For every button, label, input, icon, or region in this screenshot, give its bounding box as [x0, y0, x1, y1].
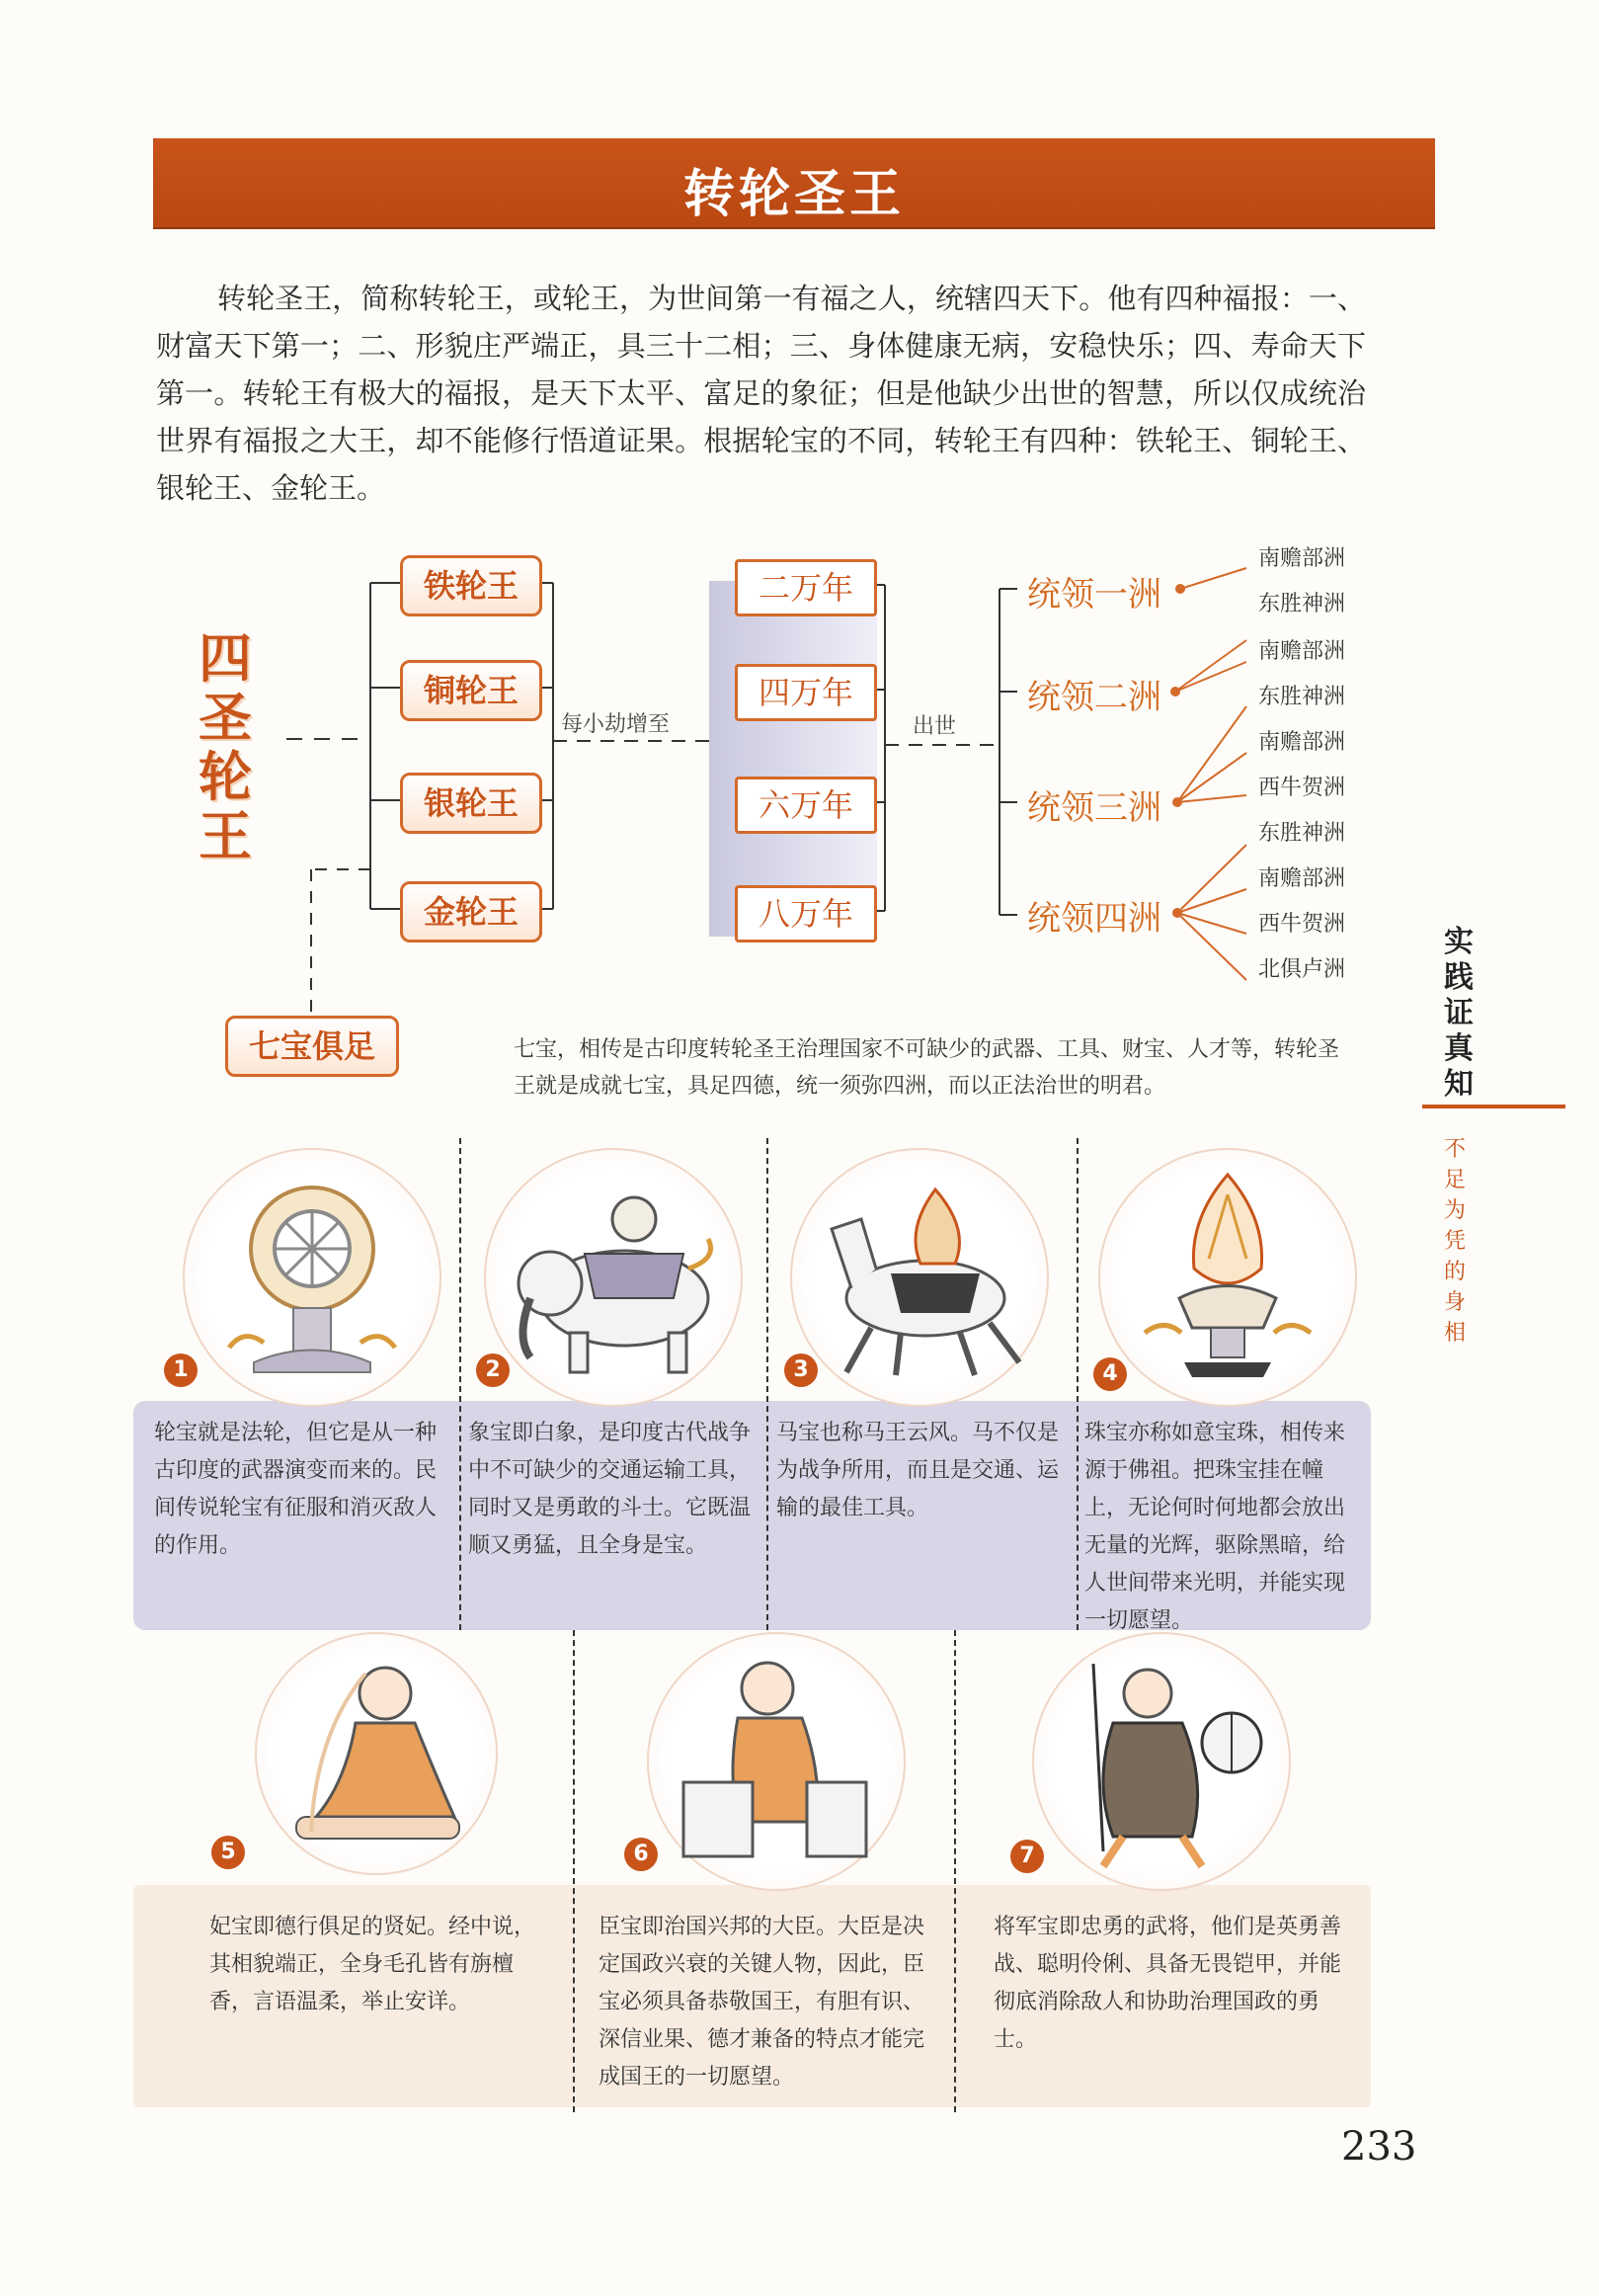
govern-label-3: 统领三洲: [1027, 788, 1161, 828]
side-tab-subtitle: 不足为凭的身相: [1444, 1137, 1467, 1346]
treasure-number: 1: [164, 1353, 198, 1387]
king-box-gold: 金轮王: [400, 881, 542, 943]
king-box-silver: 银轮王: [400, 773, 542, 834]
treasure-description: 象宝即白象，是印度古代战争中不可缺少的交通运输工具，同时又是勇敢的斗士。它既温顺又勇猛，且全身是宝。: [468, 1421, 752, 1558]
continent-label: 南赡部洲: [1258, 546, 1346, 571]
govern-label-2: 统领二洲: [1027, 678, 1161, 717]
elephant-treasure-icon: [484, 1148, 743, 1407]
year-box-3: 六万年: [735, 777, 877, 834]
appear-label: 出世: [913, 714, 957, 739]
year-box-2: 四万年: [735, 664, 877, 721]
continent-label: 东胜神洲: [1258, 592, 1346, 616]
page-title: 转轮圣王: [682, 164, 905, 224]
continent-label: 南赡部洲: [1258, 866, 1346, 891]
separator: [1077, 1138, 1079, 1630]
govern-label-1: 统领一洲: [1027, 575, 1161, 615]
treasure-number: 6: [624, 1838, 658, 1871]
side-tab-divider: [1422, 1105, 1565, 1108]
year-box-4: 八万年: [735, 885, 877, 943]
treasure-number: 4: [1093, 1357, 1127, 1391]
treasure-description: 马宝也称马王云风。马不仅是为战争所用，而且是交通、运输的最佳工具。: [776, 1421, 1060, 1520]
continent-label: 西牛贺洲: [1258, 912, 1346, 937]
side-tab-title: 实践证真知: [1444, 925, 1474, 1102]
general-treasure-icon: [1032, 1632, 1291, 1891]
diagram-root-title: 四圣轮王: [199, 626, 252, 867]
govern-label-4: 统领四洲: [1027, 899, 1161, 939]
treasure-description: 珠宝亦称如意宝珠，相传来源于佛祖。把珠宝挂在幢上，无论何时何地都会放出无量的光辉，驱除黑暗，给人世间带来光明，并能实现一切愿望。: [1084, 1421, 1346, 1633]
minister-treasure-icon: [647, 1632, 906, 1891]
treasure-number: 5: [211, 1836, 245, 1869]
page-number: 233: [1341, 2124, 1417, 2170]
year-box-1: 二万年: [735, 559, 877, 616]
seven-treasures-description: 七宝，相传是古印度转轮圣王治理国家不可缺少的武器、工具、财宝、人才等，转轮圣王就是成就七宝，具足四德，统一须弥四洲，而以正法治世的明君。: [514, 1037, 1340, 1099]
continent-label: 东胜神洲: [1258, 685, 1346, 709]
queen-treasure-icon: [255, 1632, 498, 1875]
year-band: [709, 581, 877, 937]
continent-label: 南赡部洲: [1258, 639, 1346, 664]
treasure-description: 将军宝即忠勇的武将，他们是英勇善战、聪明伶俐、具备无畏铠甲，并能彻底消除敌人和协助治理国政的勇士。: [994, 1915, 1342, 2052]
treasure-description: 臣宝即治国兴邦的大臣。大臣是决定国政兴衰的关键人物，因此，臣宝必须具备恭敬国王，有胆有识、深信业果、德才兼备的特点才能完成国王的一切愿望。: [599, 1915, 925, 2090]
continent-label: 西牛贺洲: [1258, 776, 1346, 800]
treasure-description: 妃宝即德行俱足的贤妃。经中说，其相貌端正，全身毛孔皆有旃檀香，言语温柔，举止安详。: [209, 1915, 536, 2014]
separator: [573, 1630, 575, 2112]
king-box-copper: 铜轮王: [400, 660, 542, 721]
king-box-iron: 铁轮王: [400, 555, 542, 616]
treasure-description: 轮宝就是法轮，但它是从一种古印度的武器演变而来的。民间传说轮宝有征服和消灭敌人的作用。: [154, 1421, 438, 1558]
separator: [766, 1138, 768, 1630]
intro-paragraph: 转轮圣王，简称转轮王，或轮王，为世间第一有福之人，统辖四天下。他有四种福报：一、财富天下第一；二、形貌庄严端正，具三十二相；三、身体健康无病，安稳快乐；四、寿命天下第一。转轮王有极大的福报，是天下太平、富足的象征；但是他缺少出世的智慧，所以仅成统治世界有福报之大王，却不能修行悟道证果。根据轮宝的不同，转轮王有四种：铁轮王、铜轮王、银轮王、金轮王。: [156, 282, 1366, 505]
treasure-number: 2: [476, 1353, 510, 1387]
treasure-number: 7: [1010, 1840, 1044, 1873]
increase-label: 每小劫增至: [561, 712, 671, 737]
continent-label: 东胜神洲: [1258, 821, 1346, 846]
horse-treasure-icon: [790, 1148, 1049, 1407]
wheel-treasure-icon: [183, 1148, 441, 1407]
treasure-number: 3: [784, 1353, 818, 1387]
seven-treasures-label: 七宝俱足: [225, 1016, 399, 1077]
jewel-treasure-icon: [1098, 1148, 1357, 1407]
continent-label: 南赡部洲: [1258, 730, 1346, 755]
separator: [459, 1138, 461, 1630]
continent-label: 北俱卢洲: [1258, 957, 1346, 982]
separator: [954, 1630, 956, 2112]
